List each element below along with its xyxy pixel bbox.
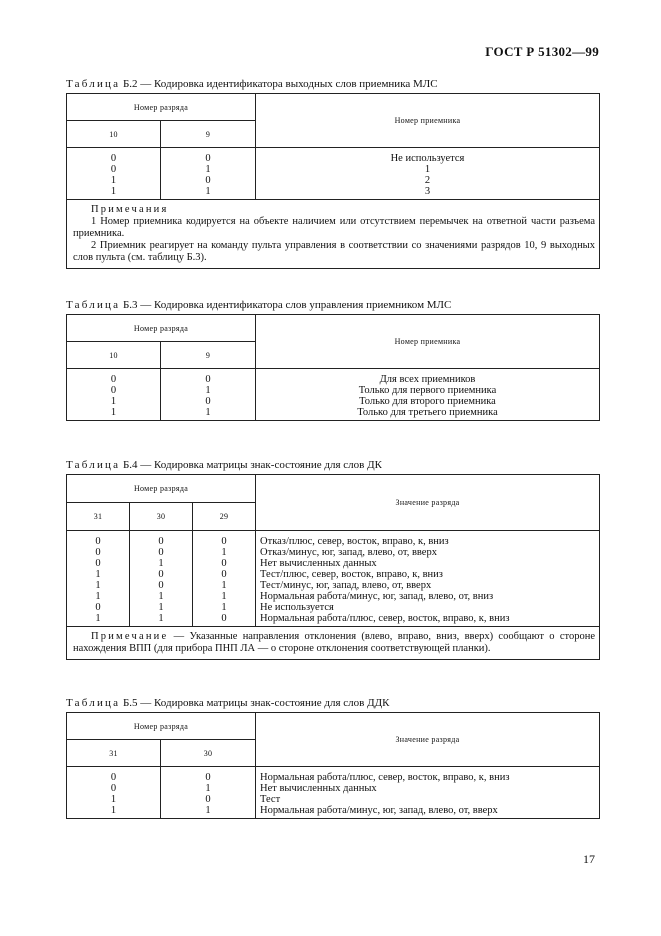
value-values [256, 369, 600, 421]
cell: 0 [95, 602, 101, 613]
table-b2-notes [67, 200, 600, 269]
col-header-1: 31 [67, 740, 161, 767]
cell: Нормальная работа/минус, юг, запад, влево, от, вниз [260, 591, 494, 602]
col-header-1: 10 [67, 342, 161, 369]
cell: 1 [424, 164, 431, 175]
caption-text: Б.4 — Кодировка матрицы знак-состояние для слов ДК [122, 459, 382, 471]
caption-text: Б.3 — Кодировка идентификатора слов управления приемником МЛС [122, 299, 452, 311]
col3-values [193, 531, 256, 627]
cell: 1 [205, 783, 211, 794]
col1-values [67, 531, 130, 627]
cell: 0 [221, 569, 227, 580]
col-header-2: 9 [161, 121, 256, 148]
cell: Тест/минус, юг, запад, влево, от, вверх [260, 580, 432, 591]
table-b4-caption [66, 459, 382, 471]
value-values [256, 531, 600, 627]
cell: 0 [205, 794, 211, 805]
note-text: — Указанные направления отклонения (влево, вправо, вниз, вверх) сообщают о стороне нахождения ВПП (для прибора ПНП ЛА — о стороне отклонения соответствующей планки). [73, 631, 596, 654]
note-2: 2 Приемник реагирует на команду пульта управления в соответствии со значениями разрядов 10, 9 выходных слов пульта (см. таблицу Б.3). [73, 240, 595, 263]
cell: 1 [158, 558, 164, 569]
cell: Только для второго приемника [359, 396, 496, 407]
cell: 1 [95, 569, 101, 580]
cell: 1 [110, 407, 117, 418]
cell: 0 [95, 536, 101, 547]
cell: 0 [158, 547, 164, 558]
cell: 1 [95, 591, 101, 602]
cell: 1 [221, 602, 227, 613]
col-header-1: 10 [67, 121, 161, 148]
cell: 1 [158, 591, 164, 602]
cell: Тест/плюс, север, восток, вправо, к, вниз [260, 569, 443, 580]
cell: 1 [221, 591, 227, 602]
table-b3-caption [66, 299, 451, 311]
page-number: 17 [583, 852, 595, 866]
caption-word: Таблица [66, 78, 121, 90]
cell: 0 [110, 783, 117, 794]
note-title: Примечание [91, 631, 169, 642]
table-body [67, 531, 600, 627]
col2-values [161, 767, 256, 819]
table-body [67, 148, 600, 200]
group-header: Номер разряда [67, 475, 256, 503]
cell: Для всех приемников [379, 374, 476, 385]
cell: 3 [424, 186, 431, 197]
caption-word: Таблица [66, 459, 121, 471]
col1-values [67, 369, 161, 421]
cell: Только для первого приемника [358, 385, 497, 396]
cell: 0 [110, 772, 117, 783]
group-header: Номер разряда [67, 94, 256, 121]
cell: Нет вычисленных данных [260, 783, 377, 794]
note-1: 1 Номер приемника кодируется на объекте наличием или отсутствием перемычек на ответной части разъема приемника. [73, 216, 595, 239]
value-header: Номер приемника [256, 315, 600, 369]
col-header-2: 30 [161, 740, 256, 767]
cell: 0 [110, 374, 117, 385]
cell: 0 [205, 772, 211, 783]
table-b4 [66, 474, 600, 660]
cell: 0 [221, 558, 227, 569]
cell: 1 [205, 407, 211, 418]
cell: 0 [205, 396, 211, 407]
col-header-1: 31 [67, 503, 130, 531]
notes-title: Примечания [91, 204, 169, 215]
cell: 1 [205, 164, 211, 175]
cell: 0 [158, 536, 164, 547]
table-body [67, 767, 600, 819]
cell: 1 [205, 385, 211, 396]
cell: 1 [110, 805, 117, 816]
value-values [256, 767, 600, 819]
cell: Отказ/плюс, север, восток, вправо, к, вниз [260, 536, 449, 547]
cell: 1 [205, 186, 211, 197]
cell: 0 [158, 580, 164, 591]
cell: 1 [110, 396, 117, 407]
cell: Не используется [390, 153, 465, 164]
cell: Нормальная работа/плюс, север, восток, вправо, к, вниз [260, 772, 510, 783]
table-body [67, 369, 600, 421]
group-header: Номер разряда [67, 315, 256, 342]
table-b5-caption [66, 697, 389, 709]
cell: 1 [95, 580, 101, 591]
caption-word: Таблица [66, 697, 121, 709]
col2-values [130, 531, 193, 627]
table-b2-caption [66, 78, 438, 90]
table-b3 [66, 314, 600, 421]
col2-values [161, 148, 256, 200]
value-header: Номер приемника [256, 94, 600, 148]
table-b4-note [67, 627, 600, 660]
cell: 0 [110, 153, 117, 164]
cell: 1 [205, 805, 211, 816]
cell: Нормальная работа/плюс, север, восток, вправо, к, вниз [260, 613, 510, 624]
cell: 0 [158, 569, 164, 580]
col1-values [67, 148, 161, 200]
cell: 1 [221, 580, 227, 591]
cell: 1 [221, 547, 227, 558]
cell: 0 [95, 558, 101, 569]
value-header: Значение разряда [256, 713, 600, 767]
caption-text: Б.5 — Кодировка матрицы знак-состояние для слов ДДК [122, 697, 390, 709]
cell: 2 [424, 175, 431, 186]
group-header: Номер разряда [67, 713, 256, 740]
table-b2 [66, 93, 600, 269]
cell: 0 [221, 613, 227, 624]
document-code: ГОСТ Р 51302—99 [485, 44, 599, 59]
cell: 0 [110, 385, 117, 396]
cell: Не используется [260, 602, 334, 613]
cell: 0 [110, 164, 117, 175]
cell: 0 [205, 374, 211, 385]
cell: 0 [205, 175, 211, 186]
col-header-2: 9 [161, 342, 256, 369]
cell: 0 [205, 153, 211, 164]
col1-values [67, 767, 161, 819]
col2-values [161, 369, 256, 421]
cell: 1 [110, 794, 117, 805]
col-header-2: 30 [130, 503, 193, 531]
col-header-3: 29 [193, 503, 256, 531]
cell: Нормальная работа/минус, юг, запад, влево, от, вверх [260, 805, 498, 816]
value-values [256, 148, 600, 200]
cell: Тест [260, 794, 281, 805]
cell: 0 [221, 536, 227, 547]
cell: 1 [110, 186, 117, 197]
table-b5 [66, 712, 600, 819]
cell: 1 [95, 613, 101, 624]
cell: Только для третьего приемника [357, 407, 498, 418]
cell: 1 [158, 602, 164, 613]
value-header: Значение разряда [256, 475, 600, 531]
cell: Отказ/минус, юг, запад, влево, от, вверх [260, 547, 437, 558]
cell: 0 [95, 547, 101, 558]
cell: Нет вычисленных данных [260, 558, 377, 569]
cell: 1 [110, 175, 117, 186]
cell: 1 [158, 613, 164, 624]
caption-text: Б.2 — Кодировка идентификатора выходных слов приемника МЛС [122, 78, 438, 90]
caption-word: Таблица [66, 299, 121, 311]
